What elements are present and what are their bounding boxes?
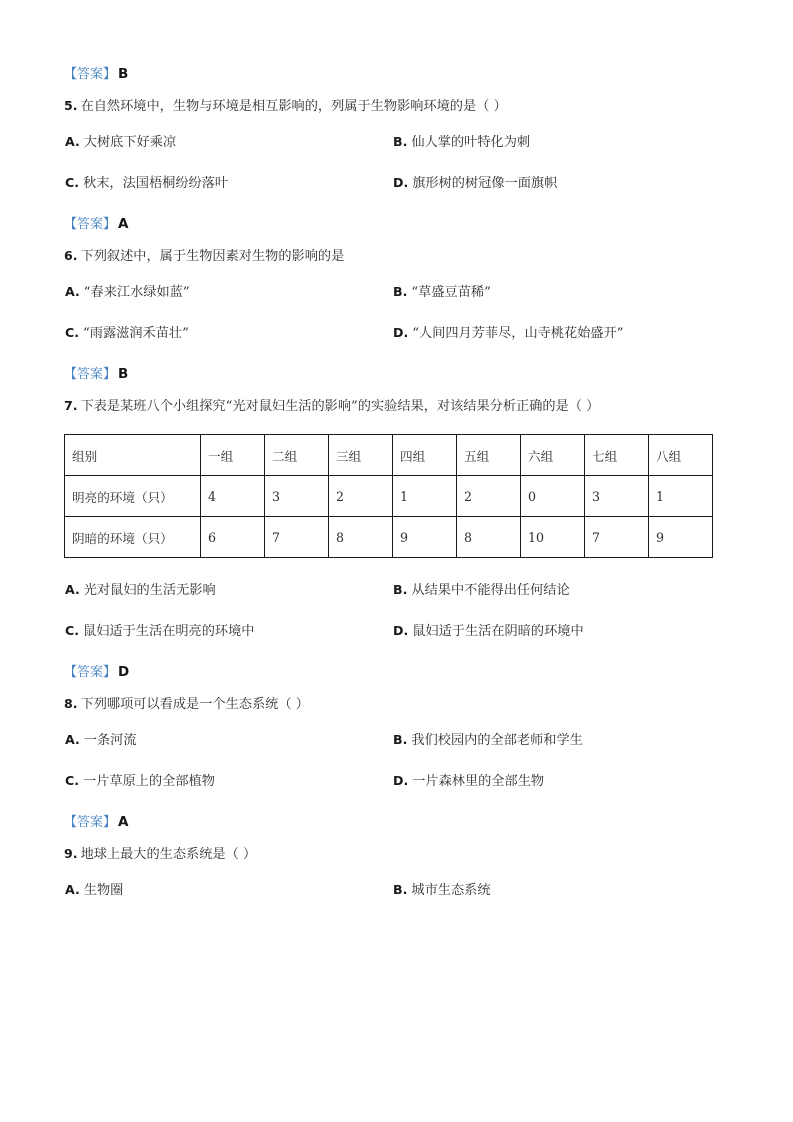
table-cell: 8: [457, 517, 521, 558]
option-text: 大树底下好乘凉: [83, 135, 177, 151]
options-7: [64, 572, 729, 658]
option-letter: B.: [393, 732, 408, 748]
option-5-c[interactable]: [65, 175, 228, 193]
question-stem-6: [64, 239, 729, 275]
question-stem-7: [64, 389, 729, 425]
options-9: [64, 872, 729, 917]
option-text: “雨露滋润禾苗壮”: [83, 326, 189, 342]
table-header-cell: 二组: [265, 435, 329, 476]
answer-label: 【答案】: [64, 217, 117, 233]
table-row-label: 明亮的环境（只）: [65, 476, 201, 517]
option-6-b[interactable]: [393, 284, 491, 302]
option-letter: D.: [393, 623, 409, 639]
question-text-5: 在自然环境中，生物与环境是相互影响的，列属于生物影响环境的是（ ）: [80, 98, 507, 114]
option-5-a[interactable]: [65, 134, 176, 152]
answer-line: [64, 60, 729, 89]
option-7-a[interactable]: [65, 582, 216, 600]
option-text: 从结果中不能得出任何结论: [411, 583, 570, 599]
table-row: [65, 517, 713, 558]
option-text: 一片草原上的全部植物: [83, 774, 215, 790]
table-cell: 3: [585, 476, 649, 517]
option-letter: C.: [65, 175, 80, 191]
question-text-9: 地球上最大的生态系统是（ ）: [80, 846, 257, 862]
option-7-c[interactable]: [65, 623, 254, 641]
question-text-6: 下列叙述中，属于生物因素对生物的影响的是: [80, 248, 345, 264]
table-cell: 0: [521, 476, 585, 517]
option-8-a[interactable]: [65, 732, 137, 750]
answer-line: [64, 808, 729, 837]
answer-label: 【答案】: [64, 67, 117, 82]
answer-value: A: [118, 814, 129, 831]
answer-line: [64, 210, 729, 239]
option-row: [64, 317, 729, 358]
option-7-d[interactable]: [393, 623, 584, 641]
option-letter: C.: [65, 325, 80, 341]
table-cell: 2: [329, 476, 393, 517]
answer-label: 【答案】: [64, 367, 117, 383]
table-cell: 9: [649, 517, 713, 558]
option-letter: C.: [65, 623, 80, 639]
answer-line: [64, 360, 729, 389]
question-number-6: 6.: [64, 247, 78, 263]
answer-value: D: [118, 664, 130, 681]
question-stem-9: [64, 837, 729, 873]
option-text: 一片森林里的全部生物: [412, 774, 545, 790]
option-row: [64, 765, 729, 806]
option-letter: A.: [65, 732, 80, 748]
experiment-table-container: [64, 424, 729, 572]
option-5-b[interactable]: [393, 134, 530, 152]
option-letter: D.: [393, 325, 409, 341]
table-cell: 10: [521, 517, 585, 558]
option-text: 鼠妇适于生活在明亮的环境中: [83, 624, 255, 640]
option-row: [64, 126, 729, 167]
question-text-7: 下表是某班八个小组探究“光对鼠妇生活的影响”的实验结果，对该结果分析正确的是（ ）: [80, 398, 600, 414]
option-text: 旗形树的树冠像一面旗帜: [412, 176, 558, 192]
table-cell: 7: [585, 517, 649, 558]
option-text: 一条河流: [83, 733, 137, 749]
option-6-a[interactable]: [65, 284, 190, 302]
option-8-d[interactable]: [393, 773, 544, 791]
options-8: [64, 722, 729, 808]
table-header-cell: 七组: [585, 435, 649, 476]
option-text: 鼠妇适于生活在阴暗的环境中: [412, 624, 584, 640]
table-cell: 6: [201, 517, 265, 558]
option-letter: B.: [393, 882, 408, 898]
table-cell: 9: [393, 517, 457, 558]
answer-value: B: [118, 66, 129, 82]
option-6-d[interactable]: [393, 325, 624, 343]
option-row: [64, 276, 729, 317]
option-text: “春来江水绿如蓝”: [83, 285, 190, 301]
table-cell: 1: [649, 476, 713, 517]
option-9-b[interactable]: [393, 882, 491, 900]
question-number-5: 5.: [64, 97, 78, 113]
option-text: “人间四月芳菲尽，山寺桃花始盛开”: [412, 326, 624, 342]
option-letter: B.: [393, 134, 408, 150]
option-7-b[interactable]: [393, 582, 570, 600]
table-header-cell: 八组: [649, 435, 713, 476]
options-6: [64, 274, 729, 360]
table-header-cell: 六组: [521, 435, 585, 476]
option-text: “草盛豆苗稀”: [411, 285, 491, 301]
document-body: [64, 60, 729, 917]
question-text-8: 下列哪项可以看成是一个生态系统（ ）: [80, 696, 309, 712]
option-letter: A.: [65, 882, 80, 898]
table-cell: 3: [265, 476, 329, 517]
answer-label: 【答案】: [64, 815, 117, 831]
option-letter: A.: [65, 134, 80, 150]
table-row-label: 阴暗的环境（只）: [65, 517, 201, 558]
question-number-8: 8.: [64, 695, 78, 711]
option-letter: D.: [393, 175, 409, 191]
experiment-results-table: [64, 434, 713, 558]
question-number-9: 9.: [64, 845, 78, 861]
option-letter: D.: [393, 773, 409, 789]
option-text: 城市生态系统: [411, 883, 491, 899]
table-cell: 7: [265, 517, 329, 558]
answer-line: [64, 658, 729, 687]
table-cell: 1: [393, 476, 457, 517]
question-number-7: 7.: [64, 397, 78, 413]
table-row: [65, 476, 713, 517]
answer-label: 【答案】: [64, 665, 117, 681]
option-text: 光对鼠妇的生活无影响: [83, 583, 216, 599]
options-5: [64, 124, 729, 210]
option-5-d[interactable]: [393, 175, 557, 193]
table-header-cell: 组别: [65, 435, 201, 476]
option-letter: B.: [393, 284, 408, 300]
table-cell: 8: [329, 517, 393, 558]
option-8-b[interactable]: [393, 732, 583, 750]
option-row: [64, 574, 729, 615]
question-stem-5: [64, 89, 729, 125]
table-header-row: [65, 435, 713, 476]
option-letter: C.: [65, 773, 80, 789]
option-8-c[interactable]: [65, 773, 215, 791]
option-row: [64, 615, 729, 656]
option-letter: A.: [65, 582, 80, 598]
option-text: 生物圈: [83, 883, 124, 899]
question-stem-8: [64, 687, 729, 723]
table-header-cell: 一组: [201, 435, 265, 476]
option-9-a[interactable]: [65, 882, 123, 900]
answer-value: A: [118, 216, 129, 233]
table-cell: 2: [457, 476, 521, 517]
option-row: [64, 874, 729, 915]
option-text: 秋末，法国梧桐纷纷落叶: [83, 176, 229, 192]
option-6-c[interactable]: [65, 325, 189, 343]
option-row: [64, 167, 729, 208]
option-text: 仙人掌的叶特化为刺: [411, 135, 531, 151]
table-header-cell: 三组: [329, 435, 393, 476]
option-letter: A.: [65, 284, 80, 300]
option-letter: B.: [393, 582, 408, 598]
option-text: 我们校园内的全部老师和学生: [411, 733, 583, 749]
table-header-cell: 五组: [457, 435, 521, 476]
option-row: [64, 724, 729, 765]
table-header-cell: 四组: [393, 435, 457, 476]
answer-value: B: [118, 366, 129, 383]
table-cell: 4: [201, 476, 265, 517]
